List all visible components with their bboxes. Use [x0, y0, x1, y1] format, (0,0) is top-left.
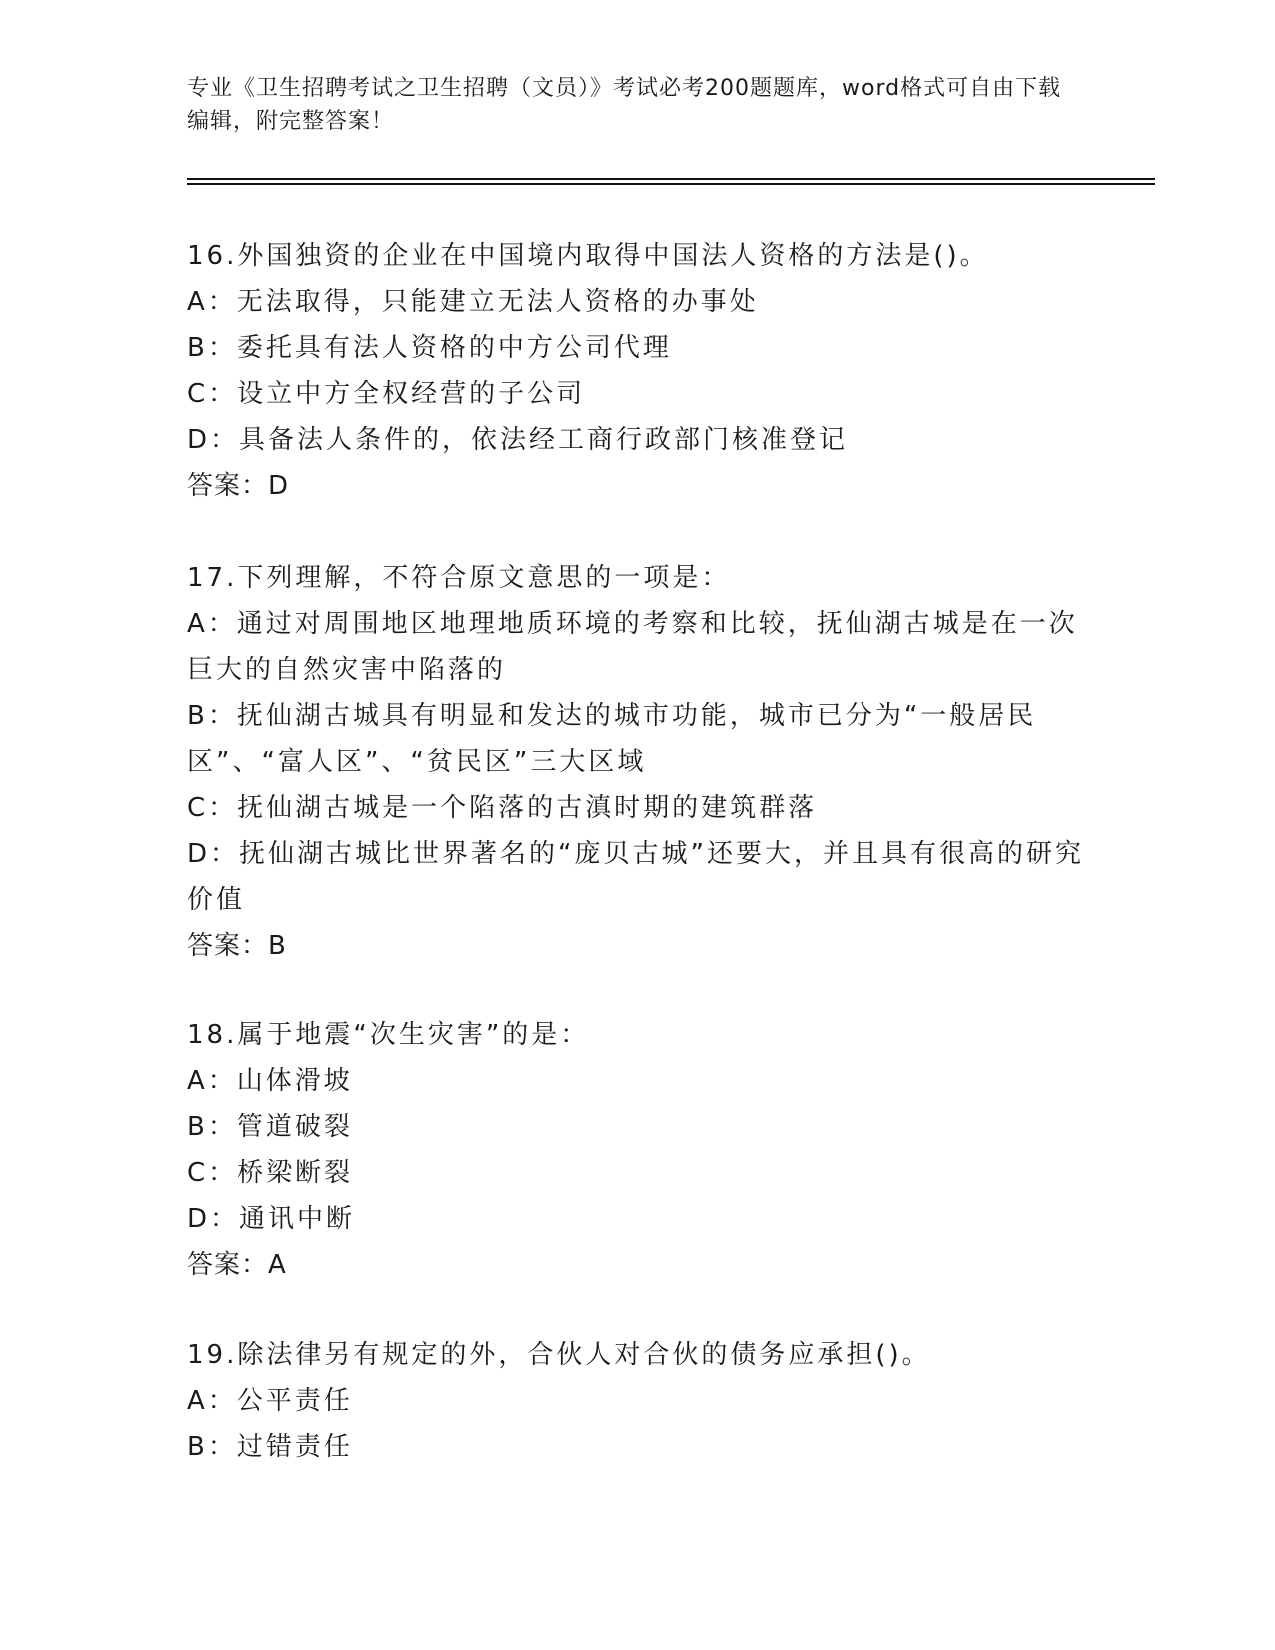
option-d: D：具备法人条件的，依法经工商行政部门核准登记 — [187, 425, 849, 455]
header-divider-top — [187, 178, 1155, 180]
option-a: A：通过对周围地区地理地质环境的考察和比较，抚仙湖古城是在一次巨大的自然灾害中陷落的 — [187, 609, 1078, 685]
option-d: D：抚仙湖古城比世界著名的“庞贝古城”还要大，并且具有很高的研究价值 — [187, 839, 1084, 915]
header-divider-bottom — [187, 183, 1155, 185]
option-b: B：管道破裂 — [187, 1112, 353, 1142]
question-stem: 19.除法律另有规定的外，合伙人对合伙的债务应承担()。 — [187, 1340, 931, 1370]
answer: 答案：D — [187, 471, 290, 501]
answer: 答案：A — [187, 1250, 287, 1280]
answer: 答案：B — [187, 931, 287, 961]
question-stem: 17.下列理解，不符合原文意思的一项是： — [187, 563, 731, 593]
option-b: B：过错责任 — [187, 1432, 353, 1462]
question-19 — [187, 1332, 1087, 1470]
option-c: C：设立中方全权经营的子公司 — [187, 379, 586, 409]
option-b: B：抚仙湖古城具有明显和发达的城市功能，城市已分为“一般居民区”、“富人区”、“贫民区”三大区域 — [187, 701, 1037, 777]
option-c: C：桥梁断裂 — [187, 1158, 354, 1188]
question-16 — [187, 233, 1087, 509]
question-17 — [187, 555, 1087, 969]
document-header: 专业《卫生招聘考试之卫生招聘（文员）》考试必考200题题库，word格式可自由下载编辑，附完整答案！ — [187, 76, 1062, 134]
option-c: C：抚仙湖古城是一个陷落的古滇时期的建筑群落 — [187, 793, 818, 823]
question-stem: 16.外国独资的企业在中国境内取得中国法人资格的方法是()。 — [187, 241, 989, 271]
question-stem: 18.属于地震“次生灾害”的是： — [187, 1020, 590, 1050]
option-b: B：委托具有法人资格的中方公司代理 — [187, 333, 672, 363]
question-18 — [187, 1012, 1087, 1288]
option-a: A：无法取得，只能建立无法人资格的办事处 — [187, 287, 759, 317]
option-d: D：通讯中断 — [187, 1204, 356, 1234]
option-a: A：山体滑坡 — [187, 1066, 353, 1096]
option-a: A：公平责任 — [187, 1386, 353, 1416]
